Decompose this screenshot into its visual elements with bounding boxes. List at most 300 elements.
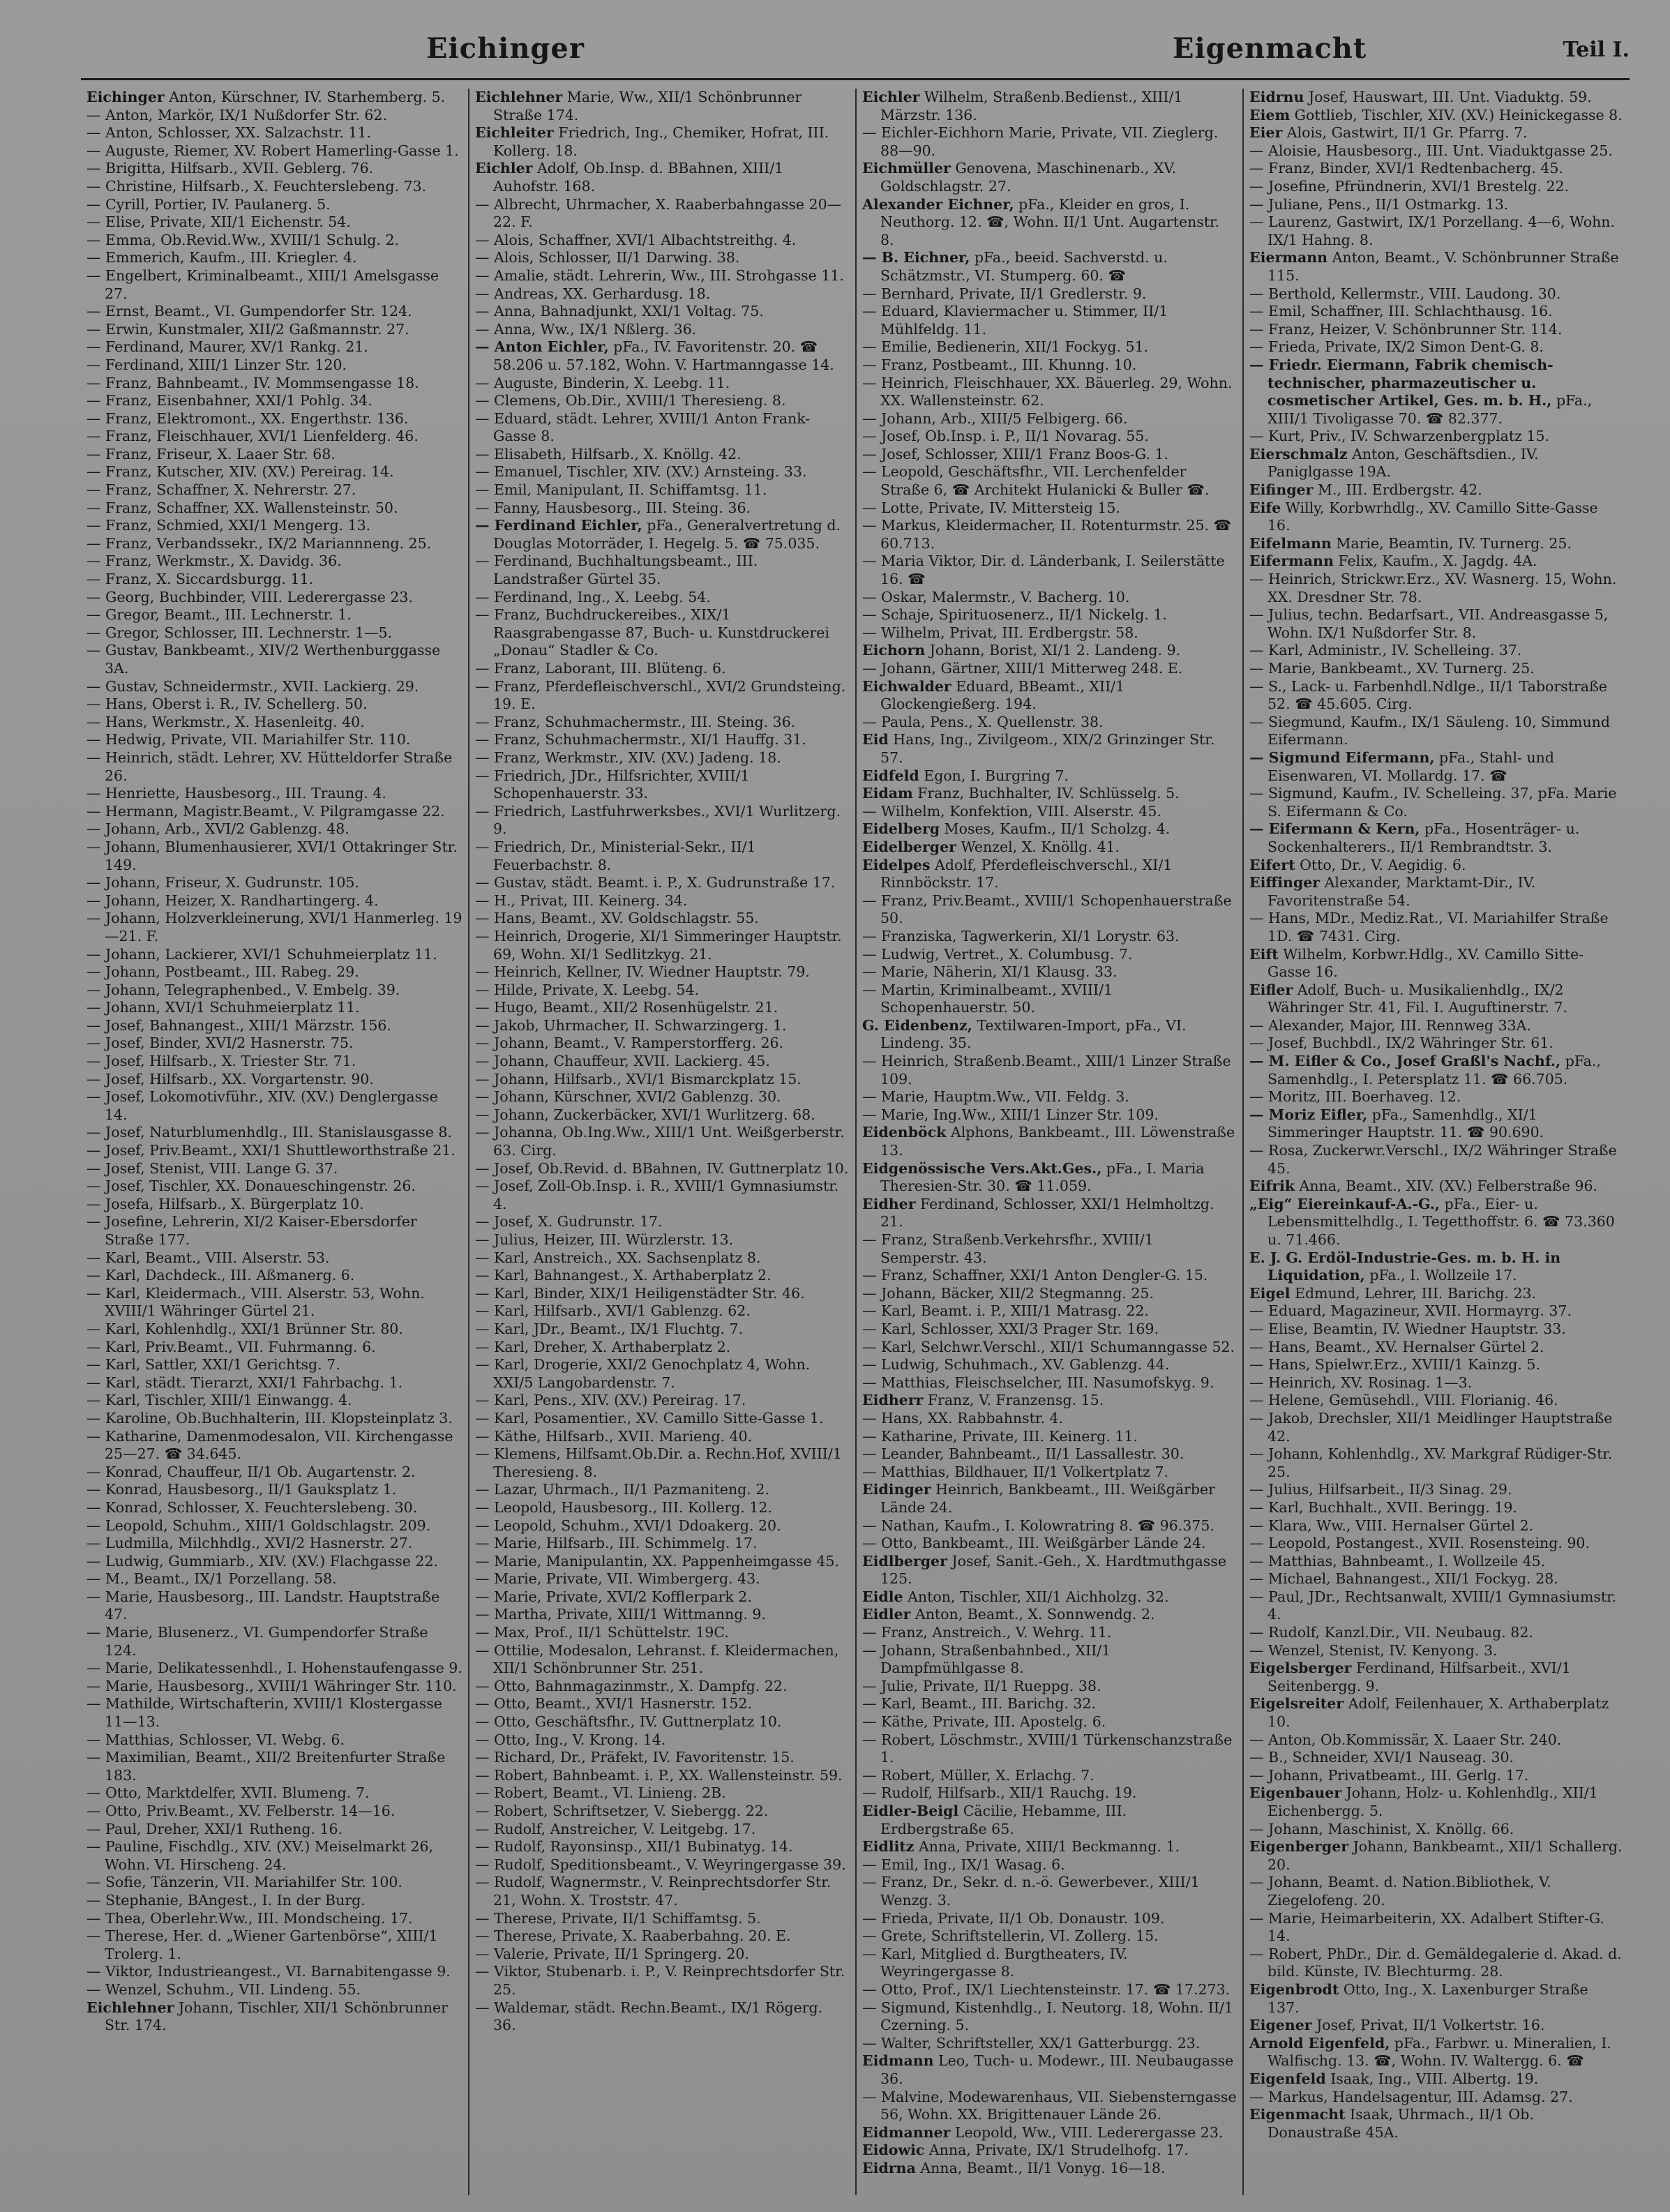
entry-text: — Marie, Hausbesorg., III. Landstr. Hauptstraße 47. — [86, 1588, 440, 1623]
entry-surname: Eifermann — [1249, 552, 1334, 570]
entry-text: — Marie, Hausbesorg., XVIII/1 Währinger Str. 110. — [86, 1677, 457, 1694]
directory-entry — [1249, 89, 1624, 107]
entry-text: Johann, Bankbeamt., XII/1 Schallerg. 20. — [1267, 1838, 1623, 1873]
entry-text: — Viktor, Industrieangest., VI. Barnabitengasse 9. — [86, 1963, 451, 1980]
entry-surname: Eidfeld — [862, 767, 919, 784]
directory-entry — [86, 1392, 462, 1410]
entry-text: — Marie, Blusenerz., VI. Gumpendorfer Straße 124. — [86, 1624, 428, 1659]
entry-text: pFa., Stahl- und Eisenwaren, VI. Mollardg. 17. ☎ — [1267, 748, 1555, 784]
directory-entry — [86, 303, 462, 321]
directory-entry — [862, 2124, 1237, 2142]
entry-text: pFa., Eier- u. Lebensmittelhdlg., I. Tegetthoffstr. 6. ☎ 73.360 u. 71.466. — [1267, 1195, 1615, 1248]
entry-text: — Otto, Bahnmagazinmstr., X. Dampfg. 22. — [475, 1677, 788, 1694]
entry-surname: Eigener — [1249, 2017, 1312, 2034]
entry-text: — Karl, Posamentier., XV. Camillo Sitte-Gasse 1. — [475, 1409, 824, 1427]
entry-text: — Nathan, Kaufm., I. Kolowratring 8. ☎ 96.375. — [862, 1517, 1214, 1534]
directory-entry — [86, 1678, 462, 1696]
entry-text: — Andreas, XX. Gerhardusg. 18. — [475, 285, 711, 302]
entry-text: — Marie, Hilfsarb., III. Schimmelg. 17. — [475, 1535, 758, 1552]
directory-entry — [862, 1784, 1237, 1803]
directory-entry — [1249, 481, 1624, 499]
directory-entry — [86, 124, 462, 142]
directory-entry — [862, 1321, 1237, 1339]
entry-text: — Josef, X. Gudrunstr. 17. — [475, 1213, 663, 1231]
entry-text: — Johann, Straßenbahnbed., XII/1 Dampfmühlgasse 8. — [862, 1641, 1111, 1677]
directory-entry — [862, 946, 1237, 964]
directory-entry — [862, 89, 1237, 124]
directory-entry — [1249, 338, 1624, 356]
directory-entry — [862, 981, 1237, 1017]
page-header — [81, 31, 1630, 80]
entry-text: — Markus, Kleidermacher, II. Rotenturmstr. 25. ☎ 60.713. — [862, 517, 1232, 552]
entry-text: — Marie, Delikatessenhdl., I. Hohenstaufengasse 9. — [86, 1660, 462, 1677]
directory-entry — [862, 1428, 1237, 1446]
directory-entry — [475, 1231, 850, 1249]
directory-entry — [475, 606, 850, 660]
entry-text: — Käthe, Private, III. Apostelg. 6. — [862, 1713, 1106, 1731]
directory-entry — [475, 267, 850, 285]
directory-entry — [862, 1481, 1237, 1517]
directory-entry — [862, 1695, 1237, 1713]
directory-entry — [475, 160, 850, 195]
directory-entry — [475, 517, 850, 552]
entry-text: Anton, Beamt., V. Schönbrunner Straße 115. — [1267, 249, 1619, 284]
entry-surname: — Sigmund Eifermann, — [1249, 748, 1435, 766]
entry-text: — Franz, X. Siccardsburgg. 11. — [86, 571, 314, 588]
directory-entry — [1249, 1784, 1624, 1820]
directory-entry — [862, 1731, 1237, 1767]
entry-text: — Max, Prof., II/1 Schüttelstr. 19C. — [475, 1624, 729, 1641]
directory-entry — [86, 874, 462, 892]
directory-entry — [86, 731, 462, 749]
directory-entry — [862, 2052, 1237, 2088]
entry-text: — Pauline, Fischdlg., XIV. (XV.) Meiselmarkt 26, Wohn. VI. Hirscheng. 24. — [86, 1838, 434, 1873]
directory-entry — [86, 1517, 462, 1535]
directory-entry — [475, 338, 850, 374]
entry-text: — Josef, Naturblumenhdlg., III. Stanislausgasse 8. — [86, 1124, 452, 1141]
directory-entry — [862, 356, 1237, 375]
entry-surname: Alexander Eichner, — [862, 195, 1014, 213]
directory-entry — [862, 1874, 1237, 1909]
directory-entry — [862, 678, 1237, 714]
entry-surname: Eichinger — [86, 89, 165, 105]
directory-entry — [862, 785, 1237, 803]
directory-entry — [475, 1410, 850, 1428]
entry-surname: Eigenbrodt — [1249, 1980, 1339, 1998]
directory-entry — [86, 838, 462, 874]
directory-entry — [1249, 1106, 1624, 1142]
entry-text: Adolf, Pferdefleischverschl., XI/1 Rinnböckstr. 17. — [880, 856, 1173, 891]
header-first-name: Eichinger — [426, 32, 585, 65]
directory-entry — [1249, 1874, 1624, 1909]
entry-text: Cäcilie, Hebamme, III. Erdbergstraße 65. — [880, 1803, 1127, 1837]
directory-entry — [1249, 428, 1624, 446]
directory-entry — [1249, 1695, 1624, 1731]
entry-text: pFa., Farbwr. u. Mineralien, I. Walfischg. 13. ☎, Wohn. IV. Waltergg. 6. ☎ — [1267, 2034, 1611, 2070]
entry-text: — Markus, Handelsagentur, III. Adamsg. 27. — [1249, 2088, 1573, 2105]
directory-entry — [86, 410, 462, 428]
entry-text: Eduard, BBeamt., XII/1 Glockengießerg. 194. — [880, 677, 1125, 713]
directory-entry — [475, 928, 850, 963]
directory-entry — [1249, 249, 1624, 285]
entry-text: — Moritz, III. Boerhaveg. 12. — [1249, 1088, 1461, 1106]
entry-surname: Eiffinger — [1249, 874, 1321, 891]
entry-text: — M., Beamt., IX/1 Porzellang. 58. — [86, 1570, 337, 1588]
entry-text: — Karl, Dreher, X. Arthaberplatz 2. — [475, 1338, 731, 1355]
directory-entry — [86, 1196, 462, 1214]
entry-text: — Emanuel, Tischler, XIV. (XV.) Arnsteing. 33. — [475, 463, 807, 481]
entry-text: — Johann, Chauffeur, XVII. Lackierg. 45. — [475, 1053, 770, 1070]
entry-surname: — M. Eifler & Co., Josef Graßl's Nachf., — [1249, 1053, 1561, 1070]
entry-text: — Karl, Tischler, XIII/1 Einwangg. 4. — [86, 1392, 352, 1409]
directory-entry — [86, 1660, 462, 1678]
entry-text: — Hans, MDr., Mediz.Rat., VI. Mariahilfer Straße 1D. ☎ 7431. Cirg. — [1249, 910, 1609, 945]
entry-text: — Viktor, Stubenarb. i. P., V. Reinprechtsdorfer Str. 25. — [475, 1963, 845, 1998]
entry-text: — Karl, JDr., Beamt., IX/1 Fluchtg. 7. — [475, 1320, 744, 1337]
entry-surname: Eichler — [475, 160, 533, 177]
entry-text: pFa., I. Maria Theresien-Str. 30. ☎ 11.059. — [880, 1159, 1205, 1195]
entry-text: Wilhelm, Straßenb.Bedienst., XIII/1 Märzstr. 136. — [880, 89, 1183, 123]
entry-text: — Franz, Dr., Sekr. d. n.-ö. Gewerbever., XIII/1 Wenzg. 3. — [862, 1874, 1200, 1909]
directory-entry — [862, 517, 1237, 552]
directory-entry — [475, 1535, 850, 1553]
directory-entry — [1249, 1302, 1624, 1321]
directory-entry — [86, 1553, 462, 1571]
directory-entry — [86, 267, 462, 303]
entry-surname: Eifrik — [1249, 1178, 1295, 1195]
directory-entry — [86, 1339, 462, 1357]
entry-text: — Eduard, Magazineur, XVII. Hormayrg. 37. — [1249, 1302, 1572, 1320]
entry-text: — Julius, Heizer, III. Würzlerstr. 13. — [475, 1231, 734, 1248]
directory-entry — [1249, 910, 1624, 945]
directory-entry — [86, 1071, 462, 1089]
entry-text: — Karl, Sattler, XXI/1 Gerichtsg. 7. — [86, 1356, 340, 1374]
directory-entry — [1249, 1481, 1624, 1499]
entry-surname: Eift — [1249, 945, 1279, 963]
entry-text: — Hans, Beamt., XV. Hernalser Gürtel 2. — [1249, 1338, 1544, 1355]
entry-text: Anton, Kürschner, IV. Starhemberg. 5. — [164, 89, 446, 105]
entry-text: — Wenzel, Stenist, IV. Kenyong. 3. — [1249, 1641, 1498, 1659]
entry-text: Otto, Ing., X. Laxenburger Straße 137. — [1267, 1980, 1588, 2016]
entry-surname: Eidler-Beigl — [862, 1803, 959, 1819]
directory-entry — [862, 499, 1237, 518]
directory-entry — [862, 1088, 1237, 1106]
entry-surname: Eife — [1249, 499, 1281, 516]
entry-text: — Leopold, Postangest., XVII. Rosensteing. 90. — [1249, 1535, 1590, 1552]
entry-text: — Josef, Hilfsarb., XX. Vorgartenstr. 90. — [86, 1070, 374, 1088]
entry-text: Leo, Tuch- u. Modewr., III. Neubaugasse 36. — [880, 2052, 1234, 2087]
entry-surname: Eidenböck — [862, 1124, 947, 1141]
entry-text: — Gregor, Schlosser, III. Lechnerstr. 1—5. — [86, 624, 393, 641]
entry-text: — Therese, Private, II/1 Schiffamtsg. 5. — [475, 1909, 761, 1927]
directory-entry — [475, 1106, 850, 1124]
entry-text: — Stephanie, BAngest., I. In der Burg. — [86, 1891, 366, 1909]
entry-text: — Oskar, Malermstr., V. Bacherg. 10. — [862, 588, 1130, 605]
directory-entry — [475, 803, 850, 838]
entry-text: — Heinrich, XV. Rosinag. 1—3. — [1249, 1374, 1473, 1391]
directory-entry — [475, 767, 850, 803]
directory-entry — [86, 1910, 462, 1928]
entry-text: — Franz, Schaffner, XX. Wallensteinstr. 50. — [86, 499, 398, 516]
entry-text: — Marie, Hauptm.Ww., VII. Feldg. 3. — [862, 1088, 1129, 1106]
directory-entry — [475, 1874, 850, 1909]
entry-text: Friedrich, Ing., Chemiker, Hofrat, III. Kollerg. 18. — [493, 124, 829, 159]
entry-text: — Otto, Ing., V. Krong. 14. — [475, 1731, 666, 1748]
entry-text: — Sofie, Tänzerin, VII. Mariahilfer Str. 100. — [86, 1874, 403, 1891]
entry-text: Hans, Ing., Zivilgeom., XIX/2 Grinzinger Str. 57. — [880, 731, 1215, 766]
entry-surname: Eifinger — [1249, 481, 1314, 499]
directory-entry — [1249, 196, 1624, 214]
entry-text: — Franz, Fleischhauer, XVI/1 Lienfelderg. 46. — [86, 428, 419, 445]
entry-text: — Frieda, Private, IX/2 Simon Dent-G. 8. — [1249, 338, 1544, 356]
entry-text: Gottlieb, Tischler, XIV. (XV.) Heinickegasse 8. — [1290, 106, 1623, 123]
directory-entry — [475, 1856, 850, 1874]
directory-entry — [1249, 946, 1624, 981]
directory-entry — [475, 1088, 850, 1106]
directory-entry — [86, 463, 462, 481]
directory-entry — [862, 410, 1237, 428]
directory-entry — [862, 1517, 1237, 1535]
directory-entry — [475, 392, 850, 410]
directory-entry — [86, 1464, 462, 1482]
entry-text: Isaak, Ing., VIII. Albertg. 19. — [1325, 2070, 1539, 2087]
directory-entry — [475, 660, 850, 678]
entry-text: — Robert, PhDr., Dir. d. Gemäldegalerie d. Akad. d. bild. Künste, IV. Blechturmg. 28. — [1249, 1945, 1622, 1980]
directory-entry — [862, 249, 1237, 285]
entry-text: — Wilhelm, Konfektion, VIII. Alserstr. 45. — [862, 802, 1161, 820]
directory-entry — [475, 1999, 850, 2035]
directory-entry — [86, 1178, 462, 1196]
entry-text: — Clemens, Ob.Dir., XVIII/1 Theresieng. 8. — [475, 392, 786, 409]
entry-text: Johann, Tischler, XII/1 Schönbrunner Str. 174. — [105, 1999, 448, 2034]
entry-text: — Hermann, Magistr.Beamt., V. Pilgramgasse 22. — [86, 802, 445, 820]
directory-entry — [862, 2160, 1237, 2178]
entry-surname: — Eifermann & Kern, — [1249, 820, 1420, 838]
entry-text: — Johann, Blumenhausierer, XVI/1 Ottakringer Str. 149. — [86, 838, 458, 873]
directory-entry — [86, 1428, 462, 1464]
directory-entry — [86, 428, 462, 446]
entry-text: Egon, I. Burgring 7. — [919, 767, 1069, 784]
entry-text: — Hilde, Private, X. Leebg. 54. — [475, 981, 700, 998]
directory-entry — [862, 1946, 1237, 1981]
entry-text: — Martin, Kriminalbeamt., XVIII/1 Schopenhauerstr. 50. — [862, 981, 1113, 1016]
entry-text: — Rudolf, Hilfsarb., XII/1 Rauchg. 19. — [862, 1784, 1137, 1802]
entry-text: — Karl, Hilfsarb., XVI/1 Gablenzg. 62. — [475, 1302, 751, 1320]
entry-text: — Franz, Pferdefleischverschl., XVI/2 Grundsteing. 19. E. — [475, 677, 846, 713]
entry-surname: Eiem — [1249, 106, 1291, 123]
entry-text: Anna, Beamt., XIV. (XV.) Felberstraße 96. — [1295, 1178, 1598, 1195]
entry-text: — Hans, Spielwr.Erz., XVIII/1 Kainzg. 5. — [1249, 1356, 1540, 1374]
entry-text: — Johann, Beamt., V. Ramperstorfferg. 26. — [475, 1034, 784, 1052]
entry-text: — Ottilie, Modesalon, Lehranst. f. Kleidermachen, XII/1 Schönbrunner Str. 251. — [475, 1641, 839, 1677]
entry-text: — Fanny, Hausbesorg., III. Steing. 36. — [475, 499, 751, 516]
directory-entry — [475, 463, 850, 481]
entry-text: — Johann, Bäcker, XII/2 Stegmanng. 25. — [862, 1284, 1154, 1302]
entry-text: — Franz, Laborant, III. Blüteng. 6. — [475, 660, 726, 677]
directory-entry — [86, 375, 462, 393]
entry-text: — Rudolf, Speditionsbeamt., V. Weyringergasse 39. — [475, 1856, 846, 1873]
entry-text: — Otto, Marktdelfer, XVII. Blumeng. 7. — [86, 1784, 370, 1802]
directory-entry — [1249, 1410, 1624, 1445]
directory-entry — [862, 660, 1237, 678]
entry-text: Josef, Sanit.-Geh., X. Hardtmuthgasse 125. — [880, 1552, 1226, 1588]
entry-text: — Alois, Schlosser, II/1 Darwing. 38. — [475, 249, 740, 266]
entry-text: — Robert, Schriftsetzer, V. Siebergg. 22. — [475, 1803, 769, 1819]
entry-text: — Ludwig, Vertret., X. Columbusg. 7. — [862, 945, 1133, 963]
directory-entry — [475, 1053, 850, 1071]
directory-entry — [862, 1910, 1237, 1928]
entry-surname: Eifelmann — [1249, 534, 1332, 552]
entry-text: — Karl, Kleidermach., VIII. Alserstr. 53, Wohn. XVIII/1 Währinger Gürtel 21. — [86, 1284, 425, 1320]
directory-entry — [1249, 749, 1624, 785]
entry-text: — Wilhelm, Privat, III. Erdbergstr. 58. — [862, 624, 1138, 641]
entry-text: Franz, Buchhalter, IV. Schlüsselg. 5. — [912, 785, 1180, 802]
entry-text: — Marie, Private, VII. Wimbergerg. 43. — [475, 1570, 760, 1588]
entry-text: — Johann, Kürschner, XVI/2 Gablenzg. 30. — [475, 1088, 781, 1106]
directory-entry — [475, 249, 850, 267]
directory-entry — [862, 803, 1237, 821]
directory-entry — [1249, 1017, 1624, 1035]
entry-text: — Karl, Priv.Beamt., VII. Fuhrmanng. 6. — [86, 1338, 376, 1355]
entry-surname: Eier — [1249, 124, 1283, 142]
entry-text: — Josef, Stenist, VIII. Lange G. 37. — [86, 1159, 338, 1177]
directory-entry — [862, 589, 1237, 607]
directory-entry — [86, 1535, 462, 1553]
directory-entry — [1249, 356, 1624, 428]
entry-text: Anna, Beamt., II/1 Vonyg. 16—18. — [915, 2159, 1166, 2176]
directory-entry — [475, 1731, 850, 1750]
entry-text: — Anton, Schlosser, XX. Salzachstr. 11. — [86, 124, 371, 142]
entry-text: — Rudolf, Kanzl.Dir., VII. Neubaug. 82. — [1249, 1624, 1533, 1641]
entry-surname: Eidelpes — [862, 856, 931, 873]
directory-entry — [1249, 321, 1624, 339]
entry-text: — Paul, JDr., Rechtsanwalt, XVIII/1 Gymnasiumstr. 4. — [1249, 1588, 1617, 1623]
directory-entry — [1249, 285, 1624, 303]
entry-text: — Robert, Beamt., VI. Linieng. 2B. — [475, 1784, 726, 1802]
entry-text: — Thea, Oberlehr.Ww., III. Mondscheing. 17. — [86, 1909, 413, 1927]
directory-entry — [86, 1213, 462, 1249]
directory-entry — [862, 463, 1237, 499]
directory-entry — [475, 1339, 850, 1357]
directory-entry — [862, 1356, 1237, 1374]
entry-surname: — B. Eichner, — [862, 249, 970, 266]
directory-entry — [862, 1017, 1237, 1053]
entry-text: pFa., Hosenträger- u. Sockenhalterers., II/1 Rembrandtstr. 3. — [1267, 820, 1580, 855]
entry-text: — B., Schneider, XVI/1 Nauseag. 30. — [1249, 1749, 1514, 1766]
entry-text: — Karl, Pens., XIV. (XV.) Pereirag. 17. — [475, 1392, 746, 1409]
directory-entry — [1249, 1374, 1624, 1392]
entry-text: — Franz, Bahnbeamt., IV. Mommsengasse 18. — [86, 374, 419, 391]
directory-entry — [475, 1392, 850, 1410]
entry-text: Anton, Beamt., X. Sonnwendg. 2. — [910, 1606, 1155, 1623]
column-4 — [1242, 89, 1630, 2195]
directory-entry — [1249, 2089, 1624, 2107]
entry-text: — Georg, Buchbinder, VIII. Lederergasse 23. — [86, 588, 413, 605]
entry-text: — Therese, Private, X. Raaberbahng. 20. E. — [475, 1927, 791, 1945]
directory-entry — [1249, 1535, 1624, 1553]
entry-text: — Marie, Ing.Ww., XIII/1 Linzer Str. 109. — [862, 1106, 1159, 1123]
directory-entry — [475, 892, 850, 910]
directory-entry — [475, 1963, 850, 1999]
directory-entry — [862, 2089, 1237, 2124]
directory-entry — [862, 928, 1237, 946]
directory-entry — [86, 196, 462, 214]
directory-entry — [86, 1034, 462, 1053]
entry-text: — Josef, Bahnangest., XIII/1 Märzstr. 156. — [86, 1016, 391, 1034]
directory-entry — [86, 481, 462, 499]
entry-text: — Karl, Mitglied d. Burgtheaters, IV. Weyringergasse 8. — [862, 1945, 1128, 1980]
directory-entry — [1249, 213, 1624, 249]
entry-text: — Heinrich, Drogerie, XI/1 Simmeringer Hauptstr. 69, Wohn. XI/1 Sedlitzkyg. 21. — [475, 927, 842, 963]
directory-entry — [86, 910, 462, 945]
directory-entry — [475, 1910, 850, 1928]
directory-entry — [475, 410, 850, 446]
entry-surname: Eidelberg — [862, 820, 940, 838]
entry-text: — Josef, Lokomotivführ., XIV. (XV.) Denglergasse 14. — [86, 1088, 438, 1123]
entry-text: — Sigmund, Kaufm., IV. Schelleing. 37, pFa. Marie S. Eifermann & Co. — [1249, 785, 1617, 820]
entry-text: — Friedrich, Lastfuhrwerksbes., XVI/1 Wurlitzerg. 9. — [475, 802, 841, 838]
entry-text: — Richard, Dr., Präfekt, IV. Favoritenstr. 15. — [475, 1749, 795, 1766]
entry-surname: Eichlehner — [86, 1999, 174, 2016]
directory-entry — [1249, 1821, 1624, 1839]
entry-text: — Maria Viktor, Dir. d. Länderbank, I. Seilerstätte 16. ☎ — [862, 552, 1225, 588]
entry-text: — Ludmilla, Milchhdlg., XVI/2 Hasnerstr. 27. — [86, 1535, 413, 1552]
entry-surname: Eidlitz — [862, 1838, 915, 1856]
directory-entry — [1249, 1053, 1624, 1088]
entry-surname: Eifert — [1249, 856, 1295, 873]
entry-text: — Ferdinand, Buchhaltungsbeamt., III. Landstraßer Gürtel 35. — [475, 552, 758, 588]
directory-entry — [86, 1963, 462, 1981]
directory-entry — [86, 517, 462, 535]
directory-entry — [86, 1784, 462, 1803]
entry-text: — Julius, techn. Bedarfsart., VII. Andreasgasse 5, Wohn. IX/1 Nußdorfer Str. 8. — [1249, 606, 1609, 641]
directory-entry — [86, 946, 462, 964]
entry-text: — Gregor, Beamt., III. Lechnerstr. 1. — [86, 606, 352, 624]
directory-entry — [86, 321, 462, 339]
entry-surname: Eidinger — [862, 1481, 931, 1498]
directory-entry — [1249, 2106, 1624, 2142]
entry-text: — Josef, Zoll-Ob.Insp. i. R., XVIII/1 Gymnasiumstr. 4. — [475, 1178, 839, 1212]
entry-text: — Karl, Bahnangest., X. Arthaberplatz 2. — [475, 1267, 772, 1284]
directory-entry — [862, 1267, 1237, 1285]
entry-text: Josef, Privat, II/1 Volkertstr. 16. — [1311, 2017, 1545, 2034]
entry-text: — Martha, Private, XIII/1 Wittmanng. 9. — [475, 1606, 766, 1623]
directory-entry — [475, 232, 850, 250]
entry-text: — Franz, Schaffner, X. Nehrerstr. 27. — [86, 481, 356, 499]
entry-text: — Cyrill, Portier, IV. Paulanerg. 5. — [86, 195, 331, 213]
directory-entry — [86, 678, 462, 696]
entry-text: — Gustav, städt. Beamt. i. P., X. Gudrunstraße 17. — [475, 874, 836, 891]
column-3 — [855, 89, 1242, 2195]
directory-entry — [1249, 446, 1624, 481]
entry-text: — Franz, Anstreich., V. Wehrg. 11. — [862, 1624, 1112, 1641]
directory-entry — [475, 1285, 850, 1303]
entry-text: Ferdinand, Schlosser, XXI/1 Helmholtzg. 21. — [880, 1195, 1214, 1231]
entry-surname: „Eig“ Eiereinkauf-A.-G., — [1249, 1195, 1440, 1212]
entry-surname: Eigenmacht — [1249, 2106, 1346, 2123]
directory-entry — [475, 1767, 850, 1785]
entry-text: — Johann, Holzverkleinerung, XVI/1 Hanmerleg. 19—21. F. — [86, 910, 462, 945]
entry-surname: Eigel — [1249, 1284, 1291, 1302]
directory-entry — [86, 1821, 462, 1839]
directory-entry — [475, 1838, 850, 1856]
entry-text: — Friedrich, Dr., Ministerial-Sekr., II/1 Feuerbachstr. 8. — [475, 838, 756, 873]
directory-entry — [475, 678, 850, 714]
directory-entry — [86, 178, 462, 196]
directory-entry — [862, 1053, 1237, 1088]
entry-text: pFa., Samenhdlg., XI/1 Simmeringer Hauptstr. 11. ☎ 90.690. — [1267, 1106, 1544, 1141]
entry-surname: Eifler — [1249, 981, 1293, 998]
